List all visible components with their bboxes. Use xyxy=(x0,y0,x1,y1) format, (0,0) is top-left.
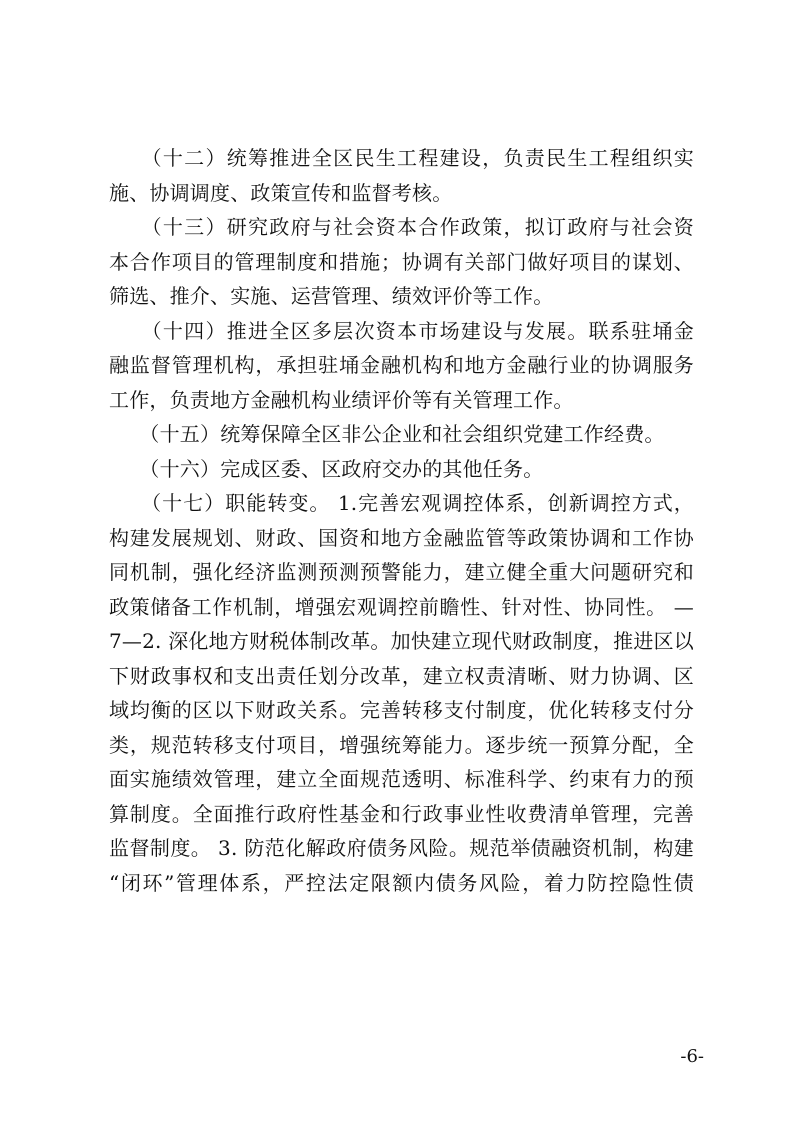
text-line: 类，规范转移支付项目，增强统筹能力。逐步统一预算分配，全 xyxy=(109,732,694,757)
text-line: 构建发展规划、财政、国资和地方金融监管等政策协调和工作协 xyxy=(109,525,694,550)
body-text xyxy=(109,141,694,900)
text-line: （十五）统筹保障全区非公企业和社会组织党建工作经费。 xyxy=(109,422,665,446)
text-line: （十三）研究政府与社会资本合作政策，拟订政府与社会资 xyxy=(109,215,694,239)
text-line: 工作，负责地方金融机构业绩评价等有关管理工作。 xyxy=(109,387,574,412)
text-line: （十二）统筹推进全区民生工程建设，负责民生工程组织实 xyxy=(109,146,694,170)
text-line: 7—2. 深化地方财税体制改革。加快建立现代财政制度，推进区以 xyxy=(109,629,694,653)
text-line: 筛选、推介、实施、运营管理、绩效评价等工作。 xyxy=(109,284,554,308)
text-line: 面实施绩效管理，建立全面规范透明、标准科学、约束有力的预 xyxy=(109,767,694,791)
page-number: -6- xyxy=(680,1046,704,1067)
text-line: 政策储备工作机制，增强宏观调控前瞻性、针对性、协同性。 — xyxy=(109,594,694,619)
text-line: 融监督管理机构，承担驻埇金融机构和地方金融行业的协调服务 xyxy=(109,353,694,377)
text-line: 监督制度。 3. 防范化解政府债务风险。规范举债融资机制，构建 xyxy=(109,836,694,860)
text-line: 域均衡的区以下财政关系。完善转移支付制度，优化转移支付分 xyxy=(109,698,694,722)
text-line: 本合作项目的管理制度和措施；协调有关部门做好项目的谋划、 xyxy=(109,249,694,274)
text-line: 下财政事权和支出责任划分改革，建立权责清晰、财力协调、区 xyxy=(109,663,694,688)
text-line: （十七）职能转变。 1.完善宏观调控体系，创新调控方式， xyxy=(109,491,694,515)
text-line: “闭环”管理体系，严控法定限额内债务风险，着力防控隐性债 xyxy=(109,870,694,895)
text-line: （十六）完成区委、区政府交办的其他任务。 xyxy=(109,456,544,481)
text-line: 算制度。全面推行政府性基金和行政事业性收费清单管理，完善 xyxy=(109,801,694,826)
text-line: 同机制，强化经济监测预测预警能力，建立健全重大问题研究和 xyxy=(109,560,694,584)
text-line: 施、协调调度、政策宣传和监督考核。 xyxy=(109,180,453,205)
text-line: （十四）推进全区多层次资本市场建设与发展。联系驻埇金 xyxy=(109,318,694,343)
